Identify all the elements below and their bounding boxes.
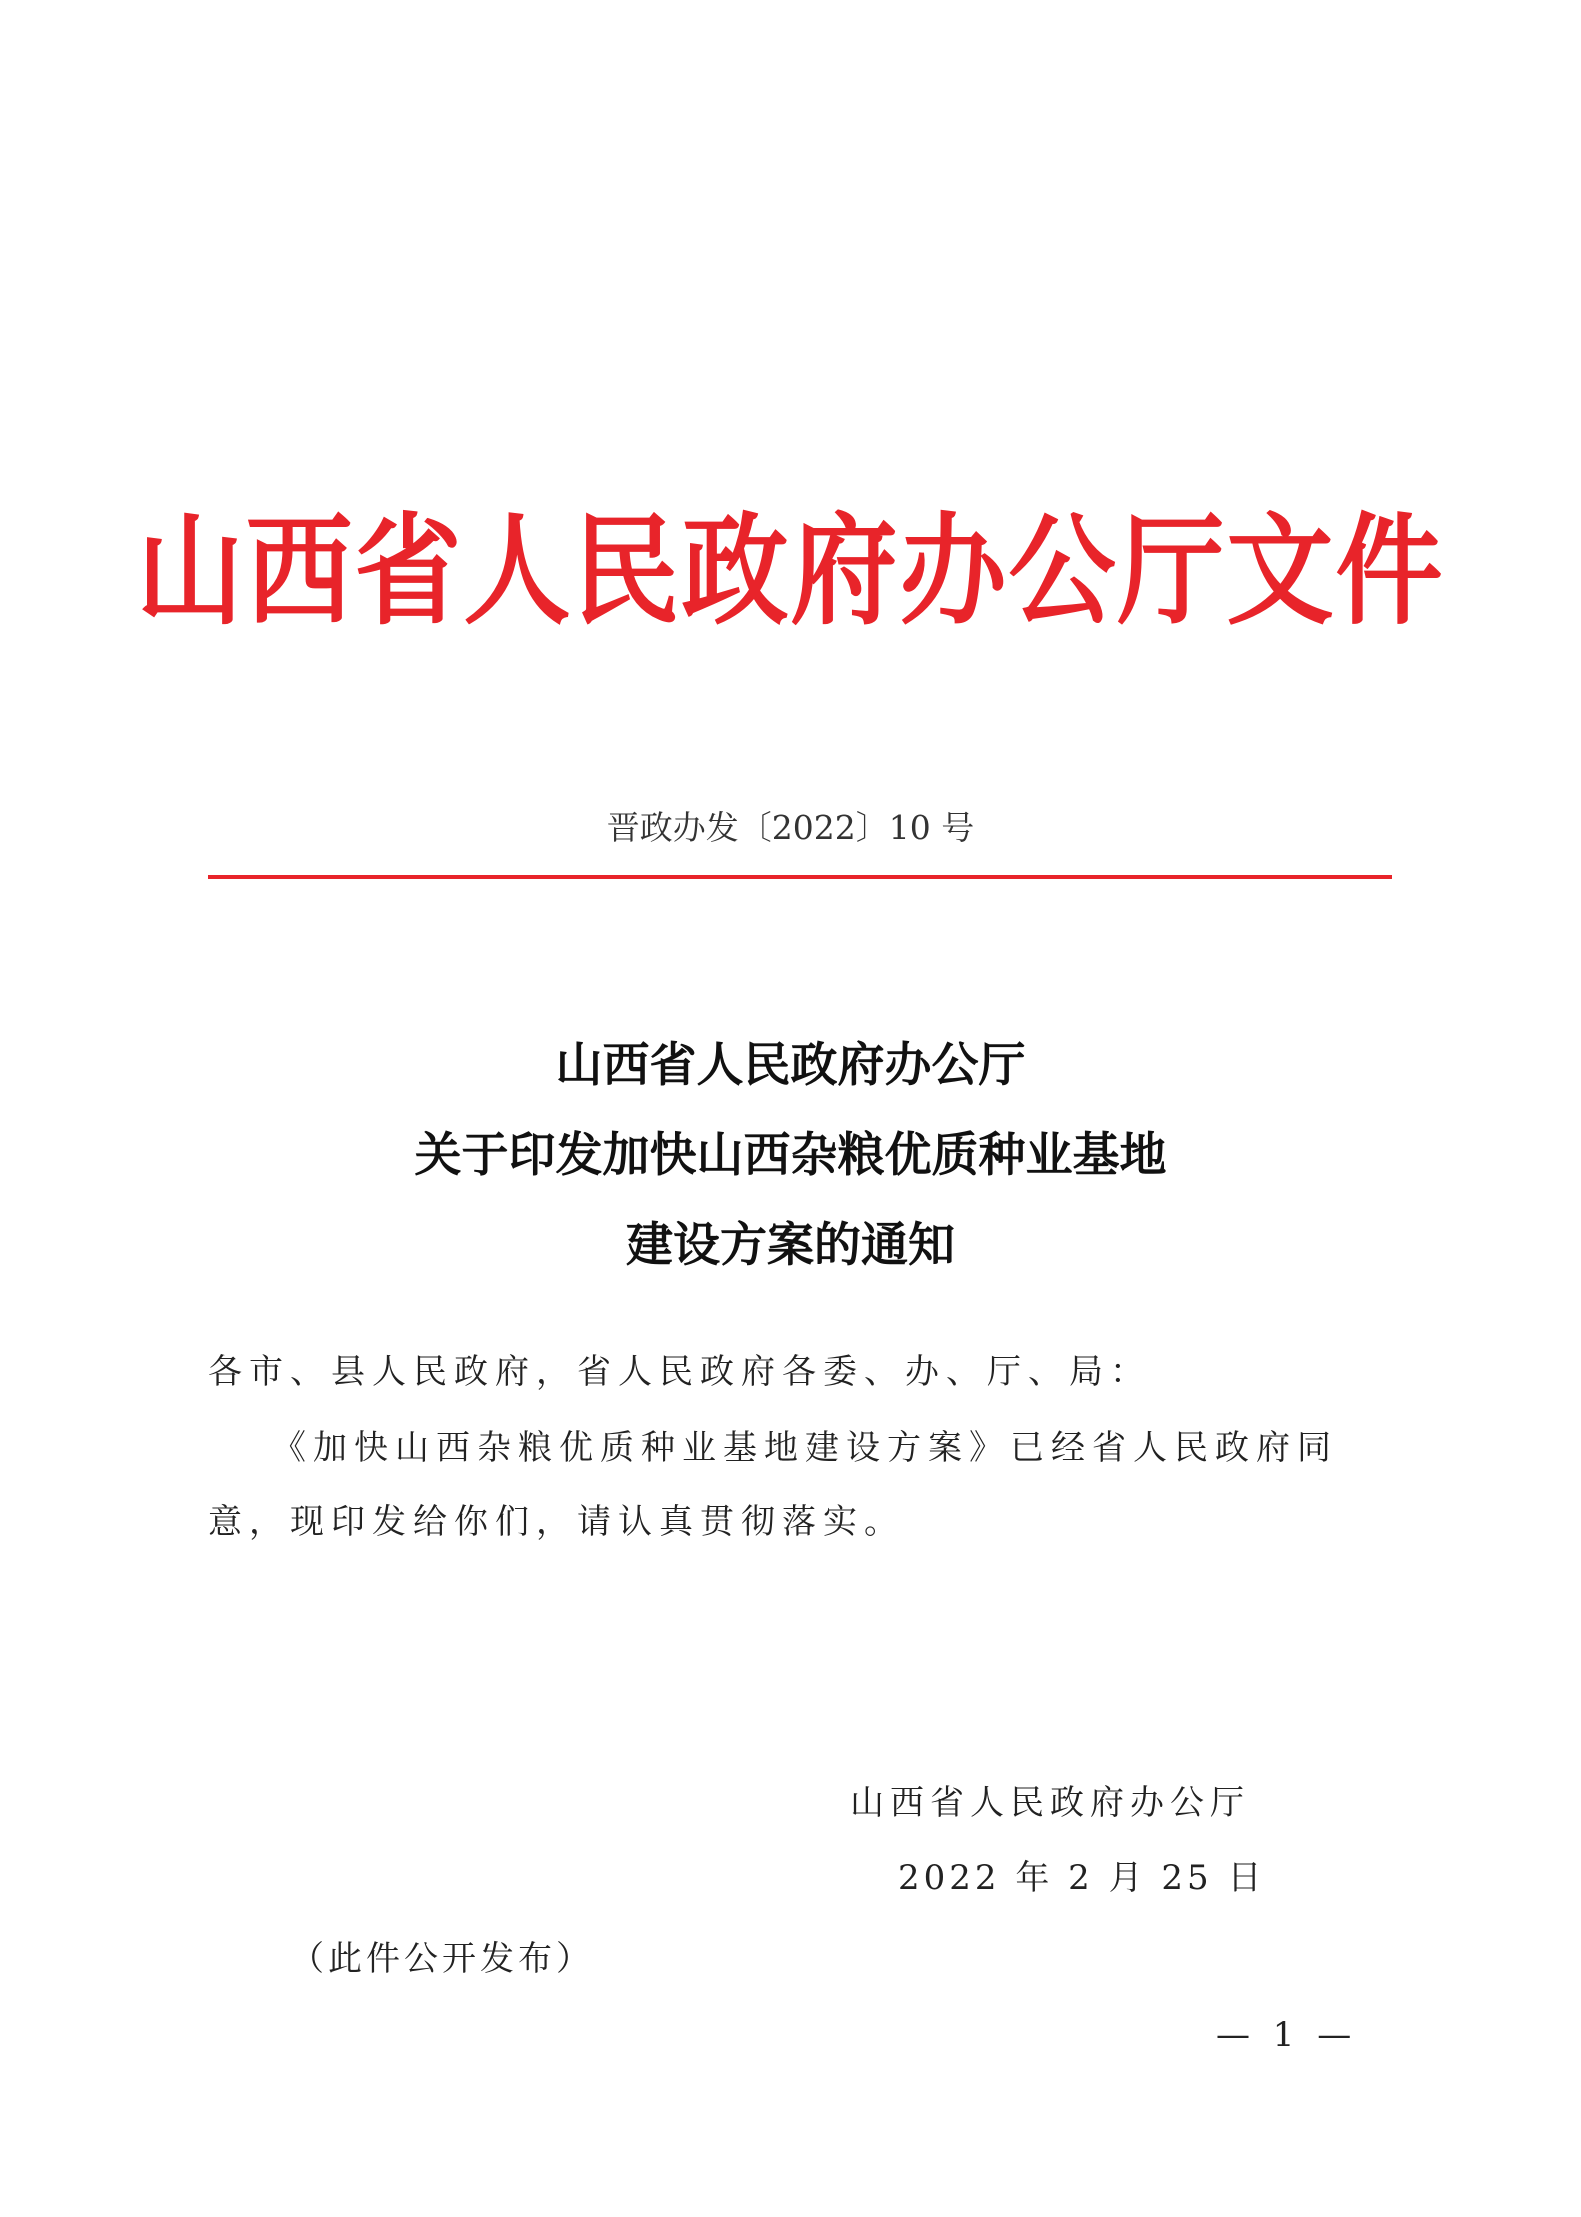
document-number: 晋政办发〔2022〕10 号 <box>606 808 975 847</box>
document-title-line-1: 山西省人民政府办公厅 <box>555 1038 1026 1093</box>
publish-note: （此件公开发布） <box>290 1939 594 1979</box>
page-number: — 1 — <box>1216 2015 1358 2055</box>
salutation: 各市、县人民政府，省人民政府各委、办、厅、局： <box>208 1352 1151 1392</box>
issuer-signature: 山西省人民政府办公厅 <box>850 1783 1250 1823</box>
body-paragraph-line-2: 意，现印发给你们，请认真贯彻落实。 <box>208 1502 905 1542</box>
document-title-line-3: 建设方案的通知 <box>626 1218 955 1273</box>
red-divider-line <box>208 875 1392 879</box>
body-paragraph-line-1: 《加快山西杂粮优质种业基地建设方案》已经省人民政府同 <box>272 1428 1338 1468</box>
masthead-title: 山西省人民政府办公厅文件 <box>136 501 1445 642</box>
issue-date: 2022 年 2 月 25 日 <box>898 1858 1266 1898</box>
document-title-line-2: 关于印发加快山西杂粮优质种业基地 <box>414 1128 1167 1183</box>
